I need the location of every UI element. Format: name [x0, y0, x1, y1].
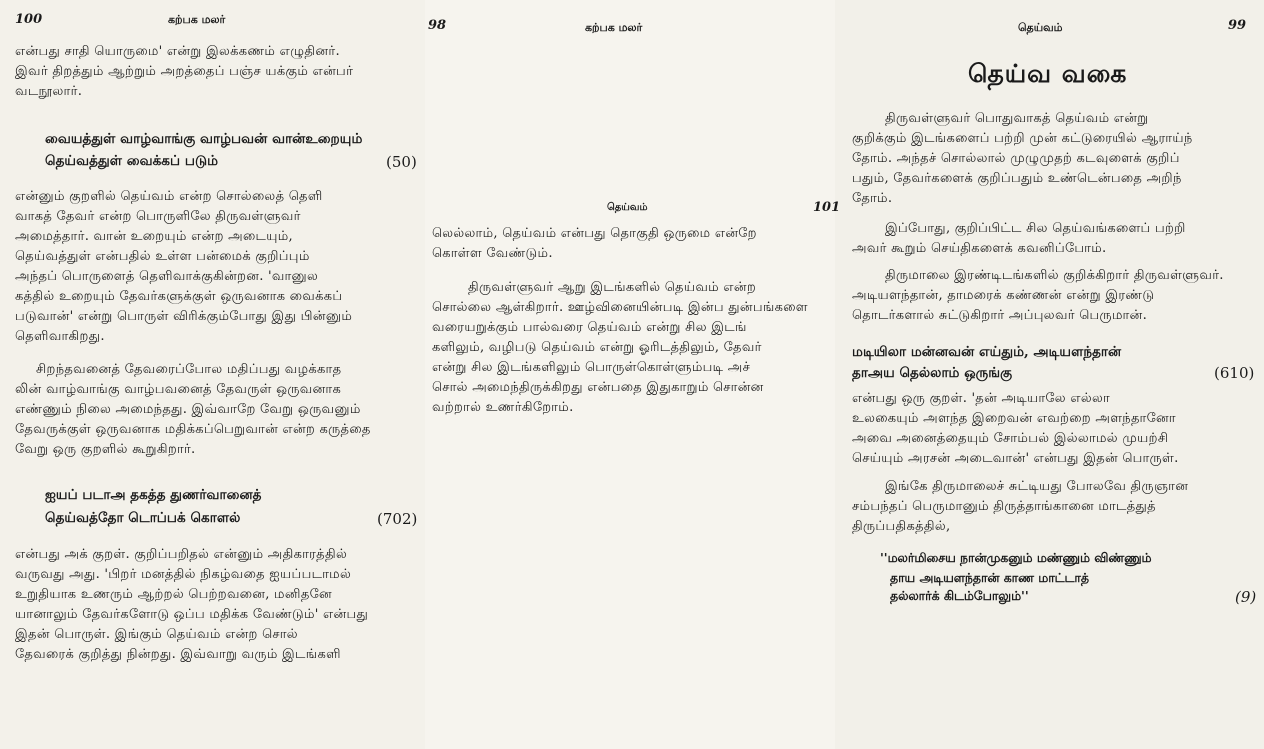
text-line: திருப்பதிகத்தில், [852, 519, 951, 534]
text-line: எண்ணும் நிலை அமைந்தது. இவ்வாறே வேறு ஒருவனும் [15, 402, 361, 417]
text-line: அந்தப் பொருளைத் தெளிவாக்குகின்றன. 'வானுல [15, 269, 319, 284]
text-line: அவை அனைத்தையும் சோம்பல் இல்லாமல் முயற்சி [852, 431, 1169, 446]
text-line: சிறந்தவனைத் தேவரைப்போல மதிப்பது வழக்காத [36, 362, 342, 377]
text-line: இங்கே திருமாலைச் சுட்டியது போலவே திருஞான [885, 479, 1189, 494]
running-header-theivam: தெய்வம் [1018, 21, 1063, 34]
text-line: என்னும் குறளில் தெய்வம் என்ற சொல்லைத் தெளி [15, 189, 323, 204]
text-line: அடியளந்தான், தாமரைக் கண்ணன் என்று இரண்டு [852, 288, 1155, 303]
text-line: என்பது அக் குறள். குறிப்பறிதல் என்னும் அதிகாரத்தில் [15, 547, 348, 562]
text-line: திருவள்ளுவர் ஆறு இடங்களில் தெய்வம் என்ற [468, 280, 757, 295]
text-line: வடநூலார். [15, 84, 83, 99]
kural-number-702: (702) [377, 510, 418, 528]
text-line: திருமாலை இரண்டிடங்களில் குறிக்கிறார் திருவள்ளுவர். [885, 268, 1224, 283]
text-line: இப்போது, குறிப்பிட்ட சில தெய்வங்களைப் பற்றி [885, 221, 1186, 236]
kural-610-line-2: தாஅய தெல்லாம் ஒருங்கு [852, 365, 1013, 381]
verse-number-9: (9) [1235, 588, 1257, 606]
text-line: படுவான்' என்று பொருள் விரிக்கும்போது இது பின்னும் [15, 309, 353, 324]
kural-number-610: (610) [1214, 364, 1255, 382]
chapter-title: தெய்வ வகை [968, 59, 1128, 88]
text-line: என்பது சாதி யொருமை' என்று இலக்கணம் எழுதினர். [15, 44, 340, 59]
text-line: தெய்வத்துள் என்பதில் உள்ள பன்மைக் குறிப்பும் [15, 249, 310, 264]
text-line: இவர் திறத்தும் ஆற்றும் அறத்தைப் பஞ்ச யக்கும் என்பர் [15, 64, 354, 79]
verse-line-2: தாய அடியளந்தான் காண மாட்டாத் [890, 570, 1089, 585]
text-line: தேவரைக் குறித்து நின்றது. இவ்வாறு வரும் இடங்களி [15, 647, 341, 662]
running-header-karpaga-malar-top: கற்பக மலர் [585, 21, 643, 34]
text-line: என்பது ஒரு குறள். 'தன் அடியாலே எல்லா [852, 391, 1111, 406]
text-line: தோம். [852, 191, 893, 206]
text-line: என்று சில இடங்களிலும் பொருள்கொள்ளும்படி அச் [432, 360, 751, 375]
page-number-101: 101 [813, 200, 841, 215]
verse-line-3: தல்லார்க் கிடம்போலும்'' [890, 588, 1029, 603]
running-header-theivam: தெய்வம் [607, 202, 648, 213]
text-line: கொள்ள வேண்டும். [432, 246, 553, 261]
text-line: செய்யும் அரசன் அடைவான்' என்பது இதன் பொருள். [852, 451, 1179, 466]
kural-702-line-2: தெய்வத்தோ டொப்பக் கொளல் [45, 510, 241, 526]
text-line: களிலும், வழிபடு தெய்வம் என்று ஓரிடத்திலும், தேவர் [432, 340, 762, 355]
text-line: வற்றால் உணர்கிறோம். [432, 400, 574, 415]
running-header-karpaga-malar: கற்பக மலர் [168, 13, 226, 26]
text-line: அவர் கூறும் செய்திகளைக் கவனிப்போம். [852, 241, 1107, 256]
kural-702-line-1: ஐயப் படாஅ தகத்த துணர்வானைத் [45, 487, 262, 503]
kural-610-line-1: மடியிலா மன்னவன் எய்தும், அடியளந்தான் [852, 344, 1122, 360]
page-number-100: 100 [15, 12, 43, 27]
text-line: தொடர்களால் சுட்டுகிறார் அப்புலவர் பெருமான். [852, 308, 1148, 323]
text-line: லெல்லாம், தெய்வம் என்பது தொகுதி ஒருமை என்றே [432, 226, 757, 241]
text-line: உலகையும் அளந்த இறைவன் எவற்றை அளந்தானோ [852, 411, 1176, 426]
text-line: திருவள்ளுவர் பொதுவாகத் தெய்வம் என்று [885, 111, 1149, 126]
text-line: தோம். அந்தச் சொல்லால் முழுமுதற் கடவுளைக் குறிப் [852, 151, 1180, 166]
text-line: வருவது அது. 'பிறர் மனத்தில் நிகழ்வதை ஐயப்படாமல் [15, 567, 352, 582]
page-number-98: 98 [428, 18, 447, 33]
text-line: உறுதியாக உணரும் ஆற்றல் பெற்றவனை, மனிதனே [15, 587, 332, 602]
kural-number-50: (50) [386, 153, 417, 171]
text-line: தேவருக்குள் ஒருவனாக மதிக்கப்பெறுவான் என்ற கருத்தை [15, 422, 371, 437]
kural-50-line-1: வையத்துள் வாழ்வாங்கு வாழ்பவன் வான்உறையும் [45, 131, 363, 147]
kural-50-line-2: தெய்வத்துள் வைக்கப் படும் [45, 153, 219, 169]
page-number-99: 99 [1228, 18, 1247, 33]
verse-line-1: ''மலர்மிசைய நான்முகனும் மண்ணும் விண்ணும் [880, 550, 1152, 565]
text-line: கத்தில் உறையும் தேவர்களுக்குள் ஒருவனாக வைக்கப் [15, 289, 343, 304]
text-line: சம்பந்தப் பெருமானும் திருத்தாங்கானை மாடத்துத் [852, 499, 1156, 514]
text-line: சொல் அமைந்திருக்கிறது என்பதை இதுகாறும் சொன்ன [432, 380, 764, 395]
text-line: வரையறுக்கும் பால்வரை தெய்வம் என்று சில இடங் [432, 320, 747, 335]
text-line: தெளிவாகிறது. [15, 329, 105, 344]
text-line: பதும், தேவர்களைக் குறிப்பதும் உண்டென்பதை அறிந் [852, 171, 1182, 186]
text-line: வாகத் தேவர் என்ற பொருளிலே திருவள்ளுவர் [15, 209, 301, 224]
text-line: குறிக்கும் இடங்களைப் பற்றி முன் கட்டுரையில் ஆராய்ந் [852, 131, 1193, 146]
text-line: லின் வாழ்வாங்கு வாழ்பவனைத் தேவருள் ஒருவனாக [15, 382, 342, 397]
text-line: வேறு ஒரு குறளில் கூறுகிறார். [15, 442, 196, 457]
text-line: அமைத்தார். வான் உறையும் என்ற அடையும், [15, 229, 293, 244]
text-line: இதன் பொருள். இங்கும் தெய்வம் என்ற சொல் [15, 627, 298, 642]
text-line: யானாலும் தேவர்களோடு ஒப்ப மதிக்க வேண்டும்' என்பது [15, 607, 369, 622]
text-line: சொல்லை ஆள்கிறார். ஊழ்வினையின்படி இன்ப துன்பங்களை [432, 300, 808, 315]
